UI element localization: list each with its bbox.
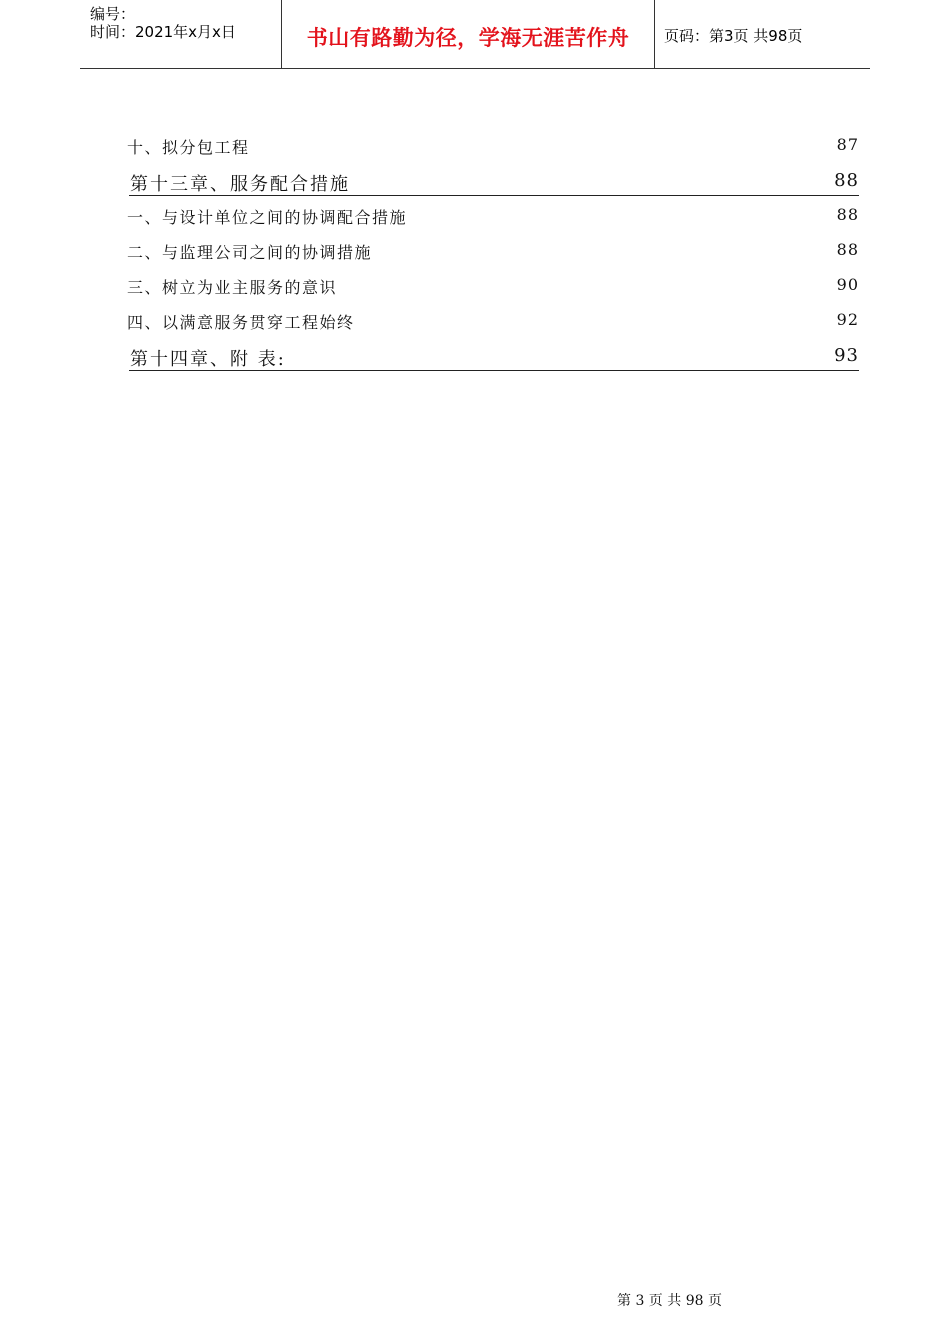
- toc-entry-page: 90: [836, 275, 859, 294]
- header-motto-cell: [282, 0, 655, 68]
- toc-entry-title: 第十四章、附 表:: [130, 349, 286, 370]
- toc-entry-page: 88: [836, 205, 859, 224]
- page-header: [80, 0, 870, 69]
- toc-chapter-entry[interactable]: [127, 342, 859, 377]
- header-page-number: 页码：第3页 共98页: [664, 27, 803, 45]
- toc-entry-page: 87: [836, 135, 859, 154]
- toc-entry[interactable]: [127, 202, 859, 237]
- header-info-cell: [80, 0, 282, 68]
- toc-entry-title: 四、以满意服务贯穿工程始终: [127, 313, 355, 332]
- toc-entry[interactable]: [127, 307, 859, 342]
- table-of-contents: [127, 132, 859, 377]
- doc-time-label: 时间：2021年x月x日: [90, 23, 236, 41]
- toc-entry[interactable]: [127, 132, 859, 167]
- toc-entry-title: 一、与设计单位之间的协调配合措施: [127, 208, 408, 227]
- toc-chapter-entry[interactable]: [127, 167, 859, 202]
- toc-entry-page: 93: [834, 345, 859, 366]
- toc-entry[interactable]: [127, 237, 859, 272]
- toc-entry-page: 88: [834, 170, 859, 191]
- toc-entry-title: 二、与监理公司之间的协调措施: [127, 243, 373, 262]
- toc-entry-title: 第十三章、服务配合措施: [130, 174, 350, 195]
- toc-entry-page: 88: [836, 240, 859, 259]
- header-page-cell: [655, 0, 870, 68]
- toc-entry-title: 三、树立为业主服务的意识: [127, 278, 338, 297]
- toc-entry[interactable]: [127, 272, 859, 307]
- doc-number-label: 编号：: [90, 5, 136, 23]
- header-motto: 书山有路勤为径，学海无涯苦作舟: [306, 26, 630, 50]
- page-footer: 第 3 页 共 98 页: [617, 1293, 722, 1309]
- toc-entry-title: 十、拟分包工程: [127, 138, 250, 157]
- toc-entry-page: 92: [836, 310, 859, 329]
